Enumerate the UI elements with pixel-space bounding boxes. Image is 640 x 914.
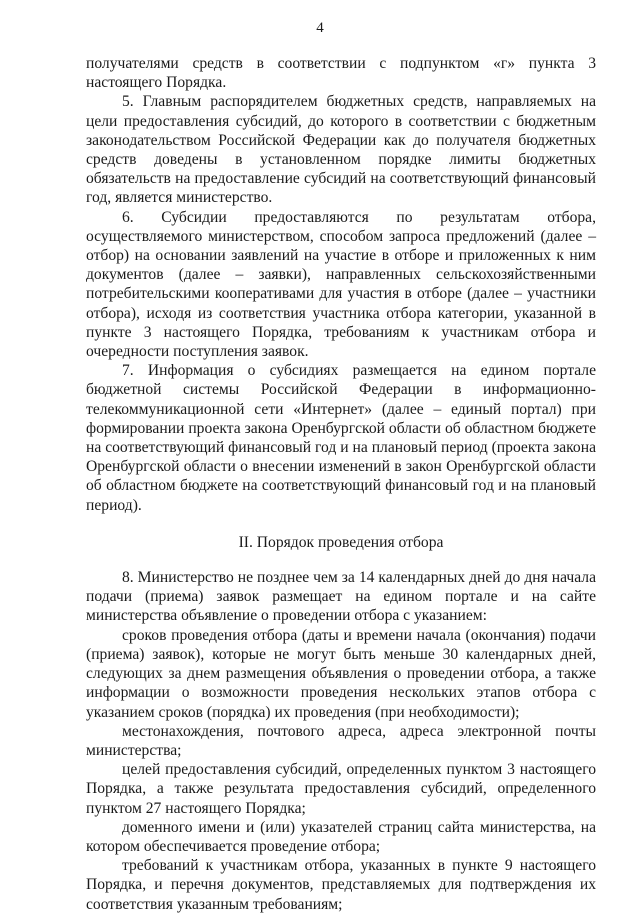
- list-item-requirements: требований к участникам отбора, указанных в пункте 9 настоящего Порядка, и перечня документов, представляемых для подтверждения их соответствия указанным требованиям;: [86, 857, 596, 913]
- document-body: [86, 54, 596, 914]
- page-number: 4: [316, 20, 324, 36]
- list-item-domain: доменного имени и (или) указателей страниц сайта министерства, на котором обеспечивается проведение отбора;: [86, 818, 596, 855]
- paragraph-7: 7. Информация о субсидиях размещается на едином портале бюджетной системы Российской Федерации в информационно-телекоммуникационной сети «Интернет» (далее – единый портал) при формировании проекта закона Оренбургской области об областном бюджете на соответствующий финансовый год и на плановый период (проекта закона Оренбургской области о внесении изменений в закон Оренбургской области об областном бюджете на соответствующий финансовый год и на плановый период).: [86, 362, 596, 514]
- list-item-address: местонахождения, почтового адреса, адреса электронной почты министерства;: [86, 722, 596, 759]
- paragraph-6: 6. Субсидии предоставляются по результатам отбора, осуществляемого министерством, способом запроса предложений (далее – отбор) на основании заявлений на участие в отборе и приложенных к ним документов (далее – заявки), направленных сельскохозяйственными потребительскими кооперативами для участия в отборе (далее – участники отбора), исходя из соответствия участника отбора категории, указанной в пункте 3 настоящего Порядка, требованиям к участникам отбора и очередности поступления заявок.: [86, 208, 596, 361]
- section-heading: II. Порядок проведения отбора: [238, 533, 444, 551]
- paragraph-8: 8. Министерство не позднее чем за 14 календарных дней до дня начала подачи (приема) заявок размещает на едином портале и на сайте министерства объявление о проведении отбора с указанием:: [86, 569, 596, 625]
- paragraph-5: 5. Главным распорядителем бюджетных средств, направляемых на цели предоставления субсидий, до которого в соответствии с бюджетным законодательством Российской Федерации как до получателя бюджетных средств доведены в установленном порядке лимиты бюджетных обязательств на предоставление субсидий на соответствующий финансовый год, является министерство.: [86, 93, 596, 207]
- list-item-deadlines: сроков проведения отбора (даты и времени начала (окончания) подачи (приема) заявок), которые не могут быть меньше 30 календарных дней, следующих за днем размещения объявления о проведении отбора, а также информации о возможности проведения нескольких этапов отбора с указанием сроков (порядка) их проведения (при необходимости);: [86, 626, 596, 721]
- list-item-goals: целей предоставления субсидий, определенных пунктом 3 настоящего Порядка, а также результата предоставления субсидий, определенного пунктом 27 настоящего Порядка;: [86, 761, 596, 817]
- paragraph-continuation: получателями средств в соответствии с подпунктом «г» пункта 3 настоящего Порядка.: [86, 55, 596, 92]
